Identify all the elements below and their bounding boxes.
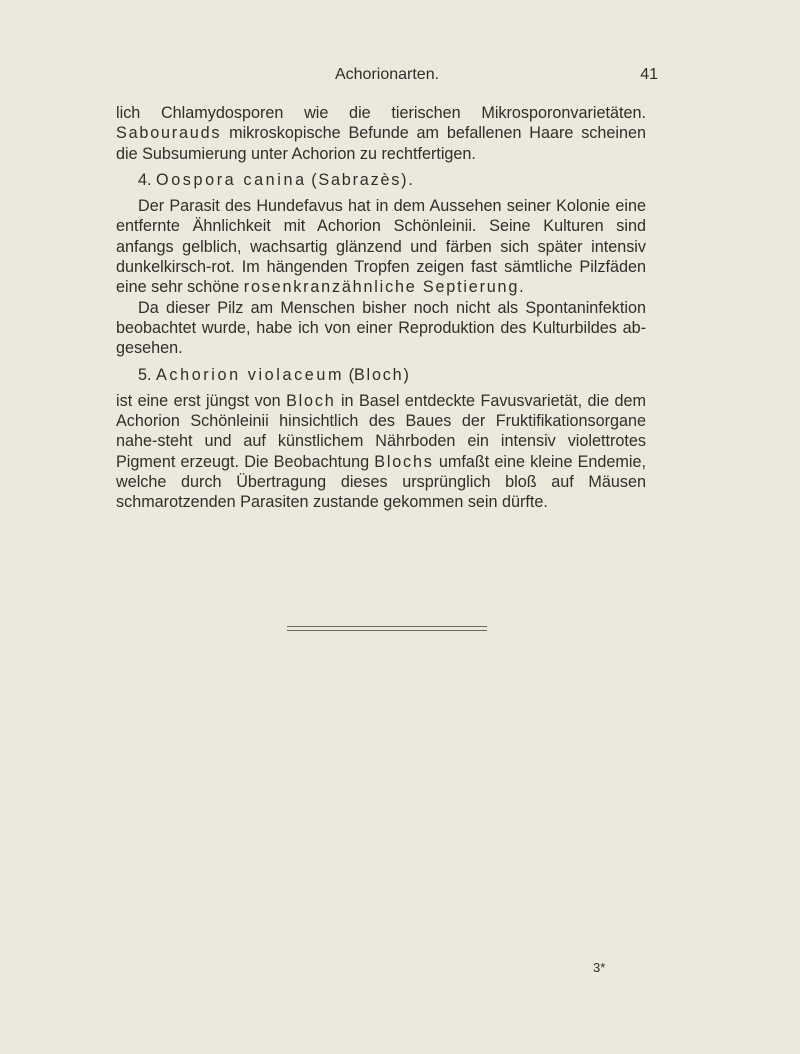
section-number-4: 4. — [138, 170, 156, 189]
species-author-sabrazes: (Sabrazès). — [311, 170, 415, 189]
paragraph-4-text-a: ist eine erst jüngst von — [116, 391, 287, 410]
species-name-achorion-violaceum: Achorion violaceum — [156, 365, 345, 384]
author-close-paren: ) — [403, 365, 409, 384]
paragraph-4-text-c: umfaßt eine kleine Endemie, welche durch Übertragung dieses ursprünglich bloß auf Mäusen schmarotzenden Parasiten zustande gekommen sein dürfte. — [116, 452, 646, 512]
section-heading-5 — [116, 365, 646, 385]
paragraph-3: Da dieser Pilz am Menschen bisher noch nicht als Spontaninfektion beobachtet wurde, habe ich von einer Reproduktion des Kulturbildes ab-gesehen. — [116, 298, 646, 358]
author-name-sabouraud: Sabourauds — [116, 124, 222, 143]
page-number: 41 — [640, 66, 658, 83]
emphasis-septierung: rosenkranzähnliche Septierung — [243, 278, 520, 297]
paragraph-4 — [116, 391, 646, 513]
running-title: Achorionarten. — [334, 66, 440, 83]
section-end-rule-top — [287, 626, 487, 627]
page-header — [116, 66, 658, 88]
section-number-5: 5. — [138, 365, 156, 384]
section-end-rule-bottom — [287, 630, 487, 631]
paragraph-1-text-a: lich Chlamydosporen wie die tierischen Mikrosporonvarietäten. — [116, 104, 646, 122]
paragraph-1 — [116, 103, 646, 164]
paragraph-2-text-b: . — [519, 278, 524, 297]
section-heading-4 — [116, 170, 646, 190]
species-author-bloch: Bloch — [353, 365, 404, 384]
signature-mark: 3* — [593, 960, 606, 975]
paragraph-1-text-b: mikroskopische Befunde am befallenen Haare scheinen die Subsumierung unter Achorion zu rechtfertigen. — [116, 124, 646, 163]
author-open-paren: ( — [348, 365, 354, 384]
paragraph-2-text-a: Der Parasit des Hundefavus hat in dem Aussehen seiner Kolonie eine entfernte Ähnlichkeit mit Achorion Schönleinii. Seine Kulturen sind anfangs gelblich, wachsartig glänzend und färben sich später intensiv dunkelkirsch-rot. Im hängenden Tropfen zeigen fast sämtliche Pilzfäden eine sehr schöne — [116, 197, 646, 297]
species-name-oospora: Oospora canina — [156, 170, 307, 189]
author-name-blochs: Blochs — [374, 452, 434, 471]
paragraph-2 — [116, 196, 646, 297]
author-name-bloch: Bloch — [286, 391, 336, 410]
body-text — [116, 103, 646, 513]
paragraph-4-text-b: in Basel entdeckte Favusvarietät, die dem Achorion Schönleinii hinsichtlich des Baues der Fruktifikationsorgane nahe-steht und auf künstlichem Nährboden ein intensiv violettrotes Pigment erzeugt. Die Beobachtung — [116, 391, 646, 471]
